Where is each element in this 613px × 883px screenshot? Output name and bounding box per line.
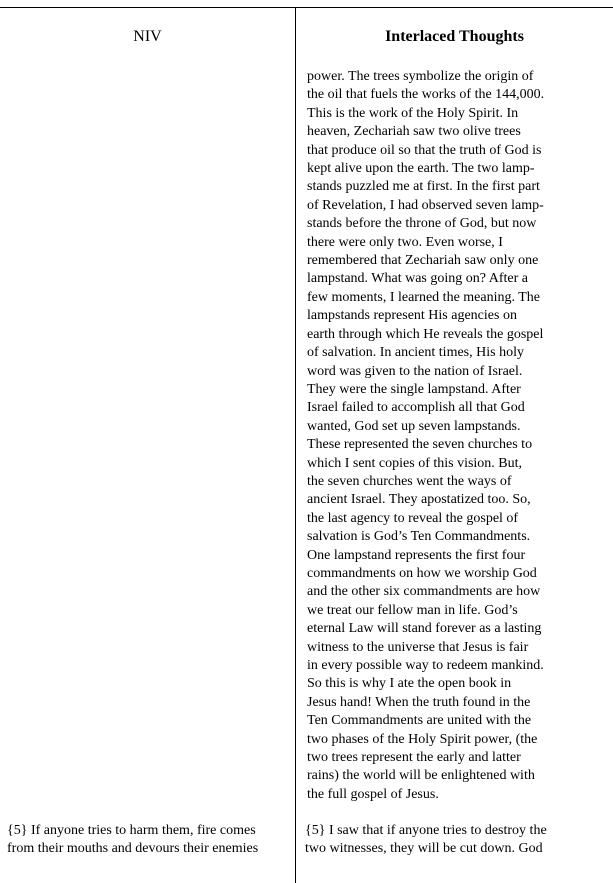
thoughts-text-line: there were only two. Even worse, I <box>307 234 503 250</box>
thoughts-text-line: salvation is God’s Ten Commandments. <box>307 529 531 545</box>
niv-verse-line: from their mouths and devours their enemies <box>7 841 259 857</box>
thoughts-text-line: the oil that fuels the works of the 144,000. <box>307 87 545 103</box>
column-divider <box>295 7 296 883</box>
thoughts-text-line: lampstands represent His agencies on <box>307 308 517 324</box>
thoughts-text-line: of salvation. In ancient times, His holy <box>307 345 524 361</box>
thoughts-text-line: remembered that Zechariah saw only one <box>307 253 539 269</box>
thoughts-text-line: the last agency to reveal the gospel of <box>307 510 519 526</box>
thoughts-text-line: rains) the world will be enlightened with <box>307 768 535 784</box>
thoughts-text-line: stands puzzled me at first. In the first part <box>307 179 540 195</box>
thoughts-text-line: lampstand. What was going on? After a <box>307 271 528 287</box>
niv-column-header: NIV <box>133 28 162 45</box>
thoughts-text-line: the seven churches went the ways of <box>307 473 512 489</box>
thoughts-text-line: Ten Commandments are united with the <box>307 713 532 729</box>
thoughts-text-line: earth through which He reveals the gospel <box>307 326 544 342</box>
interlaced-thoughts-paragraph <box>307 68 607 804</box>
niv-verse-line: {5} If anyone tries to harm them, fire comes <box>7 823 256 838</box>
thoughts-text-line: few moments, I learned the meaning. The <box>307 289 540 305</box>
thoughts-text-line: One lampstand represents the first four <box>307 547 526 563</box>
thoughts-text-line: Jesus hand! When the truth found in the <box>307 694 531 710</box>
thoughts-text-line: So this is why I ate the open book in <box>307 676 512 692</box>
thoughts-text-line: two phases of the Holy Spirit power, (the <box>307 731 538 747</box>
thoughts-text-line: power. The trees symbolize the origin of <box>307 69 534 84</box>
thoughts-text-line: of Revelation, I had observed seven lamp- <box>307 197 544 213</box>
thoughts-text-line: Israel failed to accomplish all that God <box>307 400 525 416</box>
thoughts-text-line: kept alive upon the earth. The two lamp- <box>307 161 535 177</box>
thoughts-text-line: wanted, God set up seven lampstands. <box>307 418 521 434</box>
thoughts-text-line: and the other six commandments are how <box>307 584 541 600</box>
thoughts-text-line: These represented the seven churches to <box>307 437 533 453</box>
thoughts-verse-line: {5} I saw that if anyone tries to destroy the <box>305 823 547 838</box>
thoughts-text-line: eternal Law will stand forever as a lasting <box>307 621 542 637</box>
thoughts-text-line: word was given to the nation of Israel. <box>307 363 523 379</box>
top-rule <box>0 7 613 8</box>
interlaced-thoughts-column-header: Interlaced Thoughts <box>385 28 524 45</box>
thoughts-text-line: the full gospel of Jesus. <box>307 786 439 802</box>
thoughts-text-line: that produce oil so that the truth of God is <box>307 142 542 158</box>
thoughts-text-line: witness to the universe that Jesus is fair <box>307 639 529 655</box>
thoughts-text-line: They were the single lampstand. After <box>307 381 521 397</box>
thoughts-text-line: we treat our fellow man in life. God’s <box>307 602 518 618</box>
thoughts-text-line: two trees represent the early and latter <box>307 750 521 766</box>
thoughts-text-line: in every possible way to redeem mankind. <box>307 658 544 673</box>
thoughts-text-line: ancient Israel. They apostatized too. So, <box>307 492 531 508</box>
thoughts-text-line: stands before the throne of God, but now <box>307 216 537 232</box>
niv-verse-5 <box>7 822 295 859</box>
thoughts-text-line: commandments on how we worship God <box>307 565 537 581</box>
thoughts-verse-line: two witnesses, they will be cut down. God <box>305 841 543 857</box>
thoughts-text-line: This is the work of the Holy Spirit. In <box>307 105 519 121</box>
thoughts-text-line: which I sent copies of this vision. But, <box>307 455 523 471</box>
thoughts-text-line: heaven, Zechariah saw two olive trees <box>307 124 521 140</box>
thoughts-verse-5 <box>305 822 610 859</box>
